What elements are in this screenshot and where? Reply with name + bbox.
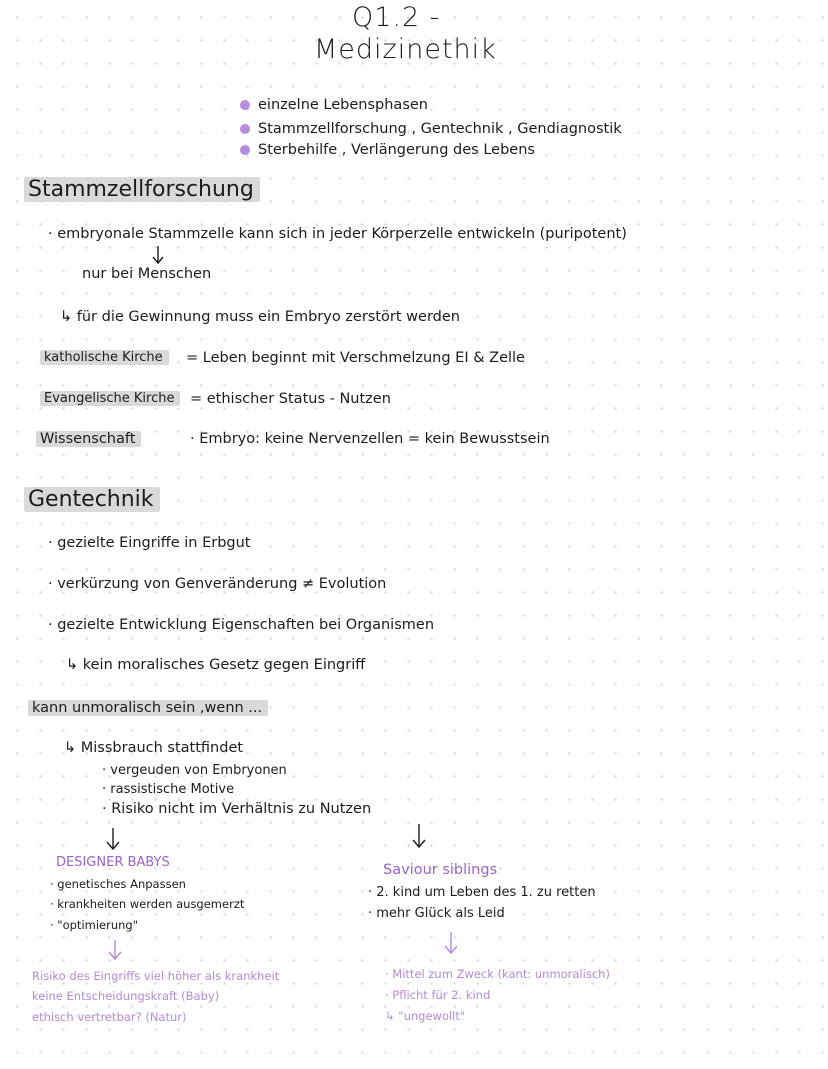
- gentechnik-line-3: · gezielte Entwicklung Eigenschaften bei Organismen: [48, 617, 435, 633]
- missbrauch-item: · rassistische Motive: [102, 782, 235, 797]
- topic-text: einzelne Lebensphasen: [258, 97, 428, 113]
- designer-note: keine Entscheidungskraft (Baby): [32, 989, 220, 1003]
- topic-item: [240, 142, 535, 159]
- stammzell-line-2: nur bei Menschen: [82, 266, 212, 282]
- heading-highlight: Stammzellforschung: [24, 177, 260, 202]
- unmoral-heading: [28, 700, 268, 717]
- saviour-note: ↳ "ungewollt": [385, 1009, 466, 1023]
- page-title-line1: Q1.2 -: [352, 2, 441, 33]
- missbrauch-item: · vergeuden von Embryonen: [102, 763, 287, 778]
- section-heading-gentechnik: [24, 487, 160, 512]
- gentechnik-line-2: · verkürzung von Genveränderung ≠ Evolution: [48, 576, 387, 592]
- row-label-katholisch: [40, 351, 169, 366]
- arrow-down-icon: [442, 930, 460, 958]
- missbrauch-item: · Risiko nicht im Verhältnis zu Nutzen: [102, 801, 372, 817]
- bullet-icon: [240, 124, 250, 134]
- saviour-heading: Saviour siblings: [383, 862, 498, 878]
- bullet-icon: [240, 145, 250, 155]
- designer-note: ethisch vertretbar? (Natur): [32, 1010, 187, 1024]
- stammzell-line-3: ↳ für die Gewinnung muss ein Embryo zerstört werden: [60, 309, 460, 325]
- arrow-down-icon: [410, 822, 428, 852]
- row-text-katholisch: = Leben beginnt mit Verschmelzung EI & Zelle: [186, 350, 525, 366]
- label-highlight: Wissenschaft: [36, 431, 141, 447]
- topic-text: Sterbehilfe , Verlängerung des Lebens: [258, 142, 535, 158]
- label-highlight: Evangelische Kirche: [40, 391, 180, 406]
- row-label-evangelisch: [40, 392, 180, 407]
- designer-note: Risiko des Eingriffs viel höher als krankheit: [32, 969, 280, 983]
- bullet-icon: [240, 100, 250, 110]
- arrow-down-icon: [104, 826, 122, 854]
- page-title-line2: Medizinethik: [314, 34, 497, 65]
- stammzell-line-1: · embryonale Stammzelle kann sich in jeder Körperzelle entwickeln (puripotent): [48, 226, 627, 242]
- topic-item: [240, 97, 428, 114]
- designer-item: · genetisches Anpassen: [50, 877, 186, 891]
- unmoral-highlight: kann unmoralisch sein ,wenn ...: [28, 700, 268, 716]
- topic-item: [240, 121, 622, 138]
- designer-item: · "optimierung": [50, 918, 139, 932]
- gentechnik-line-4: ↳ kein moralisches Gesetz gegen Eingriff: [66, 657, 366, 673]
- row-text-wissenschaft: · Embryo: keine Nervenzellen = kein Bewusstsein: [190, 431, 550, 447]
- saviour-note: · Pflicht für 2. kind: [385, 988, 491, 1002]
- saviour-item: · 2. kind um Leben des 1. zu retten: [368, 885, 596, 900]
- row-label-wissenschaft: [36, 431, 141, 448]
- saviour-note: · Mittel zum Zweck (kant: unmoralisch): [385, 967, 610, 981]
- row-text-evangelisch: = ethischer Status - Nutzen: [190, 391, 391, 407]
- arrow-down-icon: [150, 244, 166, 268]
- topic-text: Stammzellforschung , Gentechnik , Gendiagnostik: [258, 121, 622, 137]
- designer-item: · krankheiten werden ausgemerzt: [50, 897, 245, 911]
- section-heading-stammzell: [24, 177, 260, 202]
- designer-heading: DESIGNER BABYS: [56, 855, 170, 870]
- gentechnik-line-1: · gezielte Eingriffe in Erbgut: [48, 535, 251, 551]
- heading-highlight: Gentechnik: [24, 487, 160, 512]
- label-highlight: katholische Kirche: [40, 350, 169, 365]
- arrow-down-icon: [106, 938, 124, 964]
- missbrauch-line: ↳ Missbrauch stattfindet: [64, 740, 244, 756]
- saviour-item: · mehr Glück als Leid: [368, 906, 505, 921]
